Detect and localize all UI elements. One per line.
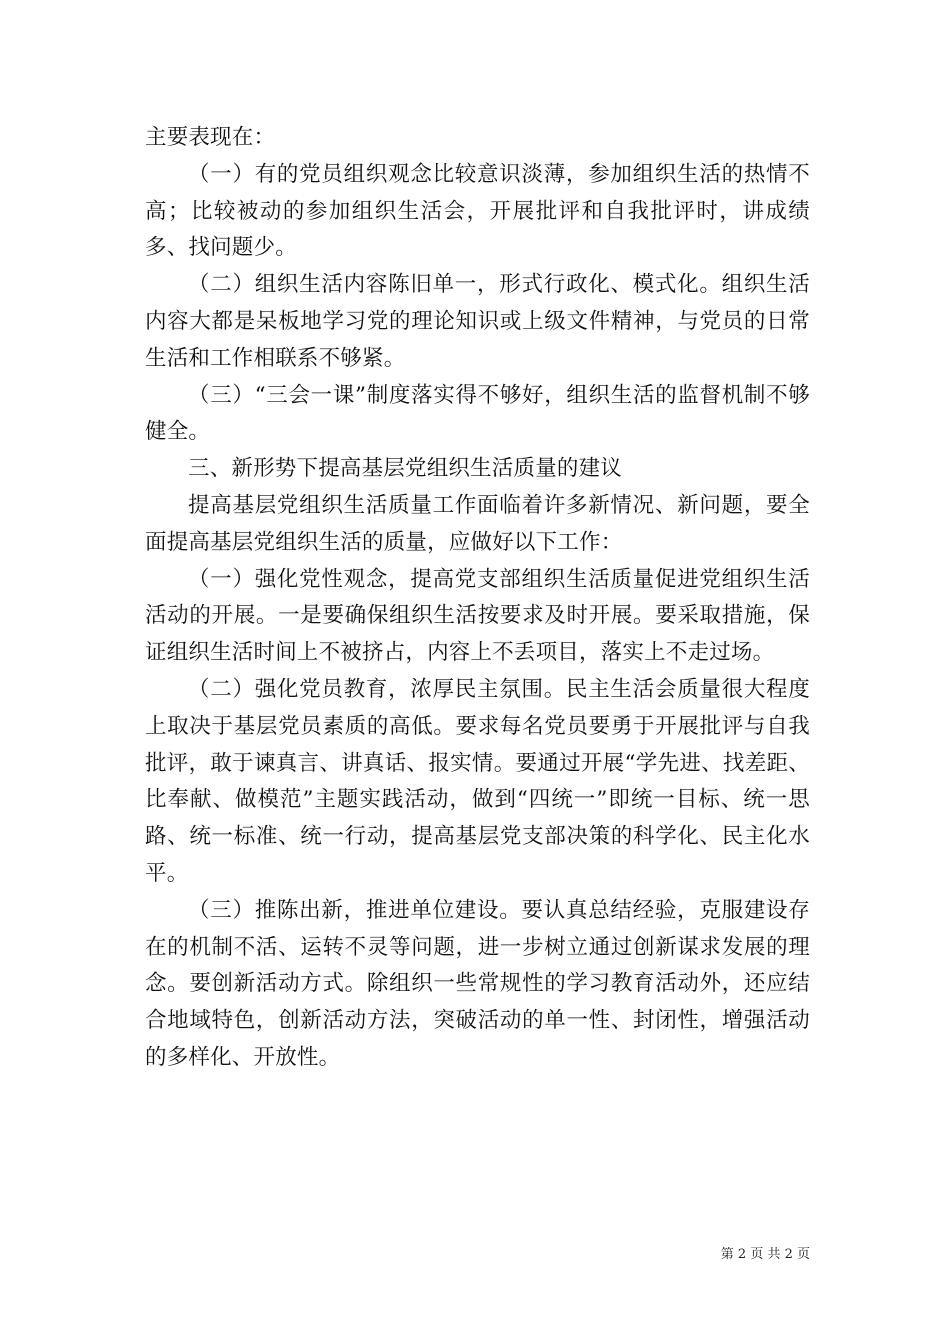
paragraph-section-intro: 提高基层党组织生活质量工作面临着许多新情况、新问题，要全面提高基层党组织生活的质量，应做好以下工作： (145, 492, 810, 555)
page-number: 第 2 页 共 2 页 (720, 1247, 810, 1262)
section-heading: 三、新形势下提高基层党组织生活质量的建议 (188, 456, 623, 482)
paragraph-issue-2: （二）组织生活内容陈旧单一，形式行政化、模式化。组织生活内容大都是呆板地学习党的理论知识或上级文件精神，与党员的日常生活和工作相联系不够紧。 (145, 272, 810, 371)
document-body (145, 120, 810, 1077)
paragraph-intro: 主要表现在： (145, 125, 276, 150)
paragraph-suggestion-2: （二）强化党员教育，浓厚民主氛围。民主生活会质量很大程度上取决于基层党员素质的高低。要求每名党员要勇于开展批评与自我批评，敢于谏真言、讲真话、报实情。要通过开展“学先进、找差距、比奉献、做模范”主题实践活动，做到“四统一”即统一目标、统一思路、统一标准、统一行动，提高基层党支部决策的科学化、民主化水平。 (145, 676, 810, 886)
paragraph-issue-1: （一）有的党员组织观念比较意识淡薄，参加组织生活的热情不高；比较被动的参加组织生活会，开展批评和自我批评时，讲成绩多、找问题少。 (145, 161, 810, 261)
paragraph-suggestion-1: （一）强化党性观念，提高党支部组织生活质量促进党组织生活活动的开展。一是要确保组织生活按要求及时开展。要采取措施，保证组织生活时间上不被挤占，内容上不丢项目，落实上不走过场。 (145, 566, 810, 666)
paragraph-issue-3: （三）“三会一课”制度落实得不够好，组织生活的监督机制不够健全。 (145, 382, 810, 445)
paragraph-suggestion-3: （三）推陈出新，推进单位建设。要认真总结经验，克服建设存在的机制不活、运转不灵等问题，进一步树立通过创新谋求发展的理念。要创新活动方式。除组织一些常规性的学习教育活动外，还应结合地域特色，创新活动方法，突破活动的单一性、封闭性，增强活动的多样化、开放性。 (145, 897, 810, 1070)
